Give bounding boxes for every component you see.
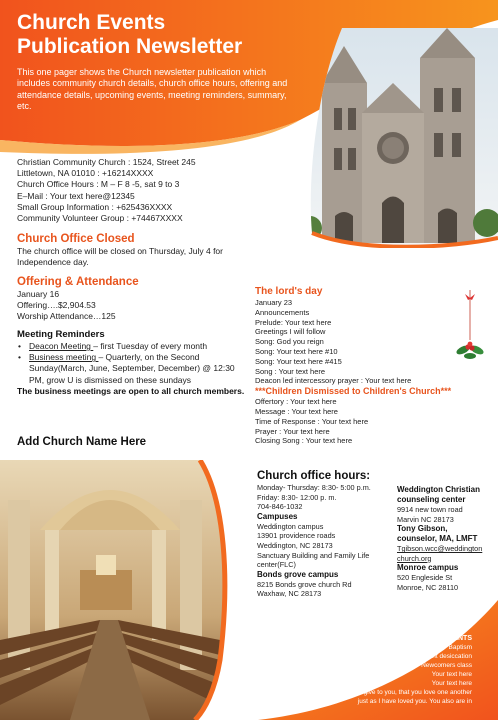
list-item: Newcomers class	[421, 662, 472, 669]
list-item: Prelude: Your text here	[255, 317, 332, 327]
list-item: Offertory : Your text here	[255, 397, 337, 407]
quote-line-2: just as I have loved you. You also are in	[357, 698, 472, 705]
offering-heading: Offering & Attendance	[17, 276, 139, 288]
add-church-name-heading: Add Church Name Here	[17, 436, 147, 448]
counseling-heading-line-2: counseling center	[397, 495, 466, 504]
list-item: 8215 Bonds grove church Rd	[257, 579, 352, 589]
counselor-name: Tony Gibson,	[397, 524, 448, 534]
contact-info	[17, 157, 287, 224]
list-item: Your text here	[431, 671, 472, 678]
list-item: Announcements	[255, 307, 310, 317]
church-interior-photo	[0, 460, 240, 720]
list-item: Song: God you reign	[255, 337, 324, 347]
list-item	[17, 352, 245, 386]
upcoming-events-heading: UPCOMING EVENTS	[403, 635, 472, 642]
meeting-reminders-section	[17, 329, 245, 397]
office-phone: 704-846-1032	[257, 502, 303, 512]
contact-email: E–Mail : Your text here@12345	[17, 190, 135, 201]
lords-day-heading: The lord's day	[255, 286, 323, 297]
list-item: Sanctuary Building and Family Life center(FLC)	[257, 550, 370, 570]
list-item: Greetings I will follow	[255, 327, 326, 337]
email-line-2: church.org	[397, 553, 432, 563]
list-item: Song : Your text here	[255, 366, 326, 376]
office-closed-section	[17, 232, 242, 268]
contact-small-group: Small Group Information : +625436XXXX	[17, 201, 173, 212]
children-dismissed-heading: ***Children Dismissed to Children's Church***	[255, 386, 452, 397]
list-item: Infant desiccation	[421, 653, 472, 660]
intro-text: This one pager shows the Church newsletter publication which includes community church details, church office hours, offering and attendance details, upcoming events, meeting reminders, summary, etc.	[17, 67, 288, 111]
campuses-heading: Campuses	[257, 511, 298, 521]
lords-day-section	[255, 285, 455, 446]
list-item: Song: Your text here #10	[255, 346, 338, 356]
contact-city-phone: Littletown, NA 01010 : +16214XXXX	[17, 168, 154, 179]
business-meeting-label: Business meeting	[29, 352, 99, 363]
meeting-note: The business meetings are open to all church members.	[17, 385, 245, 396]
office-hours-mon-thu: Monday- Thursday: 8:30- 5:00 p.m.	[257, 483, 371, 492]
bonds-grove-heading: Bonds grove campus	[257, 569, 339, 579]
deacon-meeting-text: – first Tuesday of every month	[93, 341, 208, 351]
offering-amount: Offering….$2,904.53	[17, 300, 96, 311]
list-item: Weddington, NC 28173	[257, 540, 333, 550]
contact-volunteer-group: Community Volunteer Group : +74467XXXX	[17, 213, 183, 224]
list-item: Message : Your text here	[255, 406, 338, 416]
office-closed-text: The church office will be closed on Thursday, July 4 for Independence day.	[17, 246, 223, 268]
list-item: Song: Your text here #415	[255, 356, 342, 366]
list-item: Monroe, NC 28110	[397, 582, 459, 592]
contact-address: Christian Community Church : 1524, Street 245	[17, 157, 196, 167]
counseling-center-section	[397, 485, 495, 593]
office-closed-heading: Church Office Closed	[17, 233, 135, 245]
list-item: Deacon led intercessory prayer : Your text here	[255, 376, 412, 386]
office-hours-heading: Church office hours:	[257, 470, 371, 482]
list-item: 9914 new town road	[397, 505, 463, 514]
quote-line-1: " A new commandment I give to you, that you love one another	[291, 689, 472, 696]
list-item: Waxhaw, NC 28173	[257, 589, 322, 599]
church-exterior-photo	[302, 28, 498, 248]
list-item: 13901 providence roads	[257, 531, 336, 541]
offering-section	[17, 275, 242, 323]
list-item: Prayer : Your text here	[255, 426, 330, 436]
meeting-heading: Meeting Reminders	[17, 329, 105, 340]
list-item: Closing Song : Your text here	[255, 436, 353, 446]
list-item: 520 Engleside St	[397, 573, 453, 583]
offering-date: January 16	[17, 289, 60, 299]
list-item: Marvin NC 28173	[397, 514, 454, 524]
email-line-1: Tgibson.wcc@weddington	[397, 544, 483, 554]
meeting-list	[17, 341, 245, 386]
list-item: Your text here	[431, 680, 472, 687]
contact-office-hours: Church Office Hours : M – F 8 -5, sat 9 to 3	[17, 179, 180, 190]
upcoming-events-section	[262, 634, 472, 706]
counselor-title: counselor, MA, LMFT	[397, 534, 478, 544]
page-title	[17, 11, 317, 59]
title-line-1: Church Events	[17, 11, 166, 34]
list-item: Weddington campus	[257, 521, 324, 531]
list-item	[17, 341, 245, 352]
list-item: Baptism	[448, 644, 472, 651]
deacon-meeting-label: Deacon Meeting	[29, 341, 94, 351]
list-item: Time of Response : Your text here	[255, 416, 369, 426]
business-meeting-text: – Quarterly, on the Second Sunday(March, June, September, December) @ 12:30 PM, grow U is dismissed on these sundays	[29, 352, 235, 385]
office-hours-friday: Friday: 8:30- 12:00 p. m.	[257, 492, 337, 502]
counseling-heading-line-1: Weddington Christian	[397, 485, 480, 494]
mistletoe-ornament-icon	[455, 290, 485, 370]
counselor-email-link[interactable]	[397, 544, 495, 563]
lords-day-date: January 23	[255, 298, 293, 307]
title-line-2: Publication Newsletter	[17, 35, 243, 58]
worship-attendance: Worship Attendance…125	[17, 311, 116, 322]
monroe-campus-heading: Monroe campus	[397, 563, 459, 573]
office-hours-section	[257, 469, 392, 599]
